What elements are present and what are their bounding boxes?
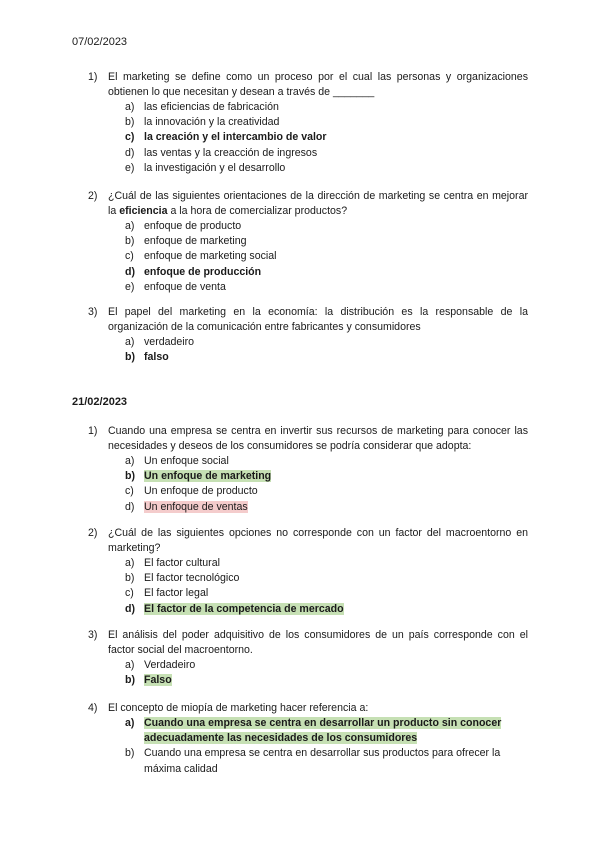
option-letter: e)	[125, 161, 135, 174]
question	[88, 526, 528, 617]
question-text-part: ¿Cuál de las siguientes opciones no corresponde con un factor del macroentorno en marketing?	[108, 527, 528, 554]
question-row	[88, 701, 528, 716]
answer-options	[88, 454, 528, 515]
option-text	[144, 350, 528, 365]
option-text-value: Un enfoque de producto	[144, 485, 258, 498]
question-number: 3)	[88, 629, 98, 641]
option-text-value: enfoque de marketing	[144, 235, 247, 248]
answer-option	[88, 746, 528, 776]
question	[88, 70, 528, 176]
option-text	[144, 586, 528, 601]
option-text-value: enfoque de marketing social	[144, 250, 277, 263]
option-text-value: Falso	[144, 674, 172, 687]
question-text-part: eficiencia	[119, 205, 168, 217]
answer-options	[88, 556, 528, 617]
answer-option	[88, 130, 528, 145]
option-letter: a)	[125, 101, 135, 113]
option-text-value: las ventas y la creacción de ingresos	[144, 146, 318, 159]
option-text	[144, 335, 528, 350]
option-text-value: verdadeiro	[144, 336, 195, 348]
option-letter: d)	[125, 146, 135, 159]
option-letter: b)	[125, 572, 135, 585]
option-text-value: enfoque de producción	[144, 265, 262, 278]
option-letter: a)	[125, 659, 135, 671]
option-letter: a)	[125, 455, 135, 467]
option-letter: b)	[125, 235, 135, 248]
answer-options	[88, 716, 528, 777]
option-letter: a)	[125, 336, 135, 348]
question-row	[88, 70, 528, 100]
answer-option	[88, 280, 528, 295]
option-letter: b)	[125, 470, 135, 483]
question-text-part: a la hora de comercializar productos?	[167, 205, 348, 217]
option-text-value: El factor legal	[144, 587, 209, 600]
question-number: 1)	[88, 425, 98, 437]
option-letter: e)	[125, 280, 135, 293]
option-text	[144, 115, 528, 130]
question	[88, 628, 528, 688]
option-text	[144, 746, 528, 776]
option-text-value: la innovación y la creatividad	[144, 116, 280, 129]
question-text	[108, 305, 528, 335]
answer-option	[88, 219, 528, 234]
option-letter: c)	[125, 587, 134, 600]
answer-options	[88, 100, 528, 176]
section-date: 21/02/2023	[72, 396, 128, 408]
option-text-value: enfoque de producto	[144, 220, 242, 232]
answer-option	[88, 716, 528, 746]
question-text-part: Cuando una empresa se centra en invertir sus recursos de marketing para conocer las necesidades y deseos de los consumidores se podría considerar que adopta:	[108, 425, 528, 452]
question	[88, 189, 528, 295]
option-text	[144, 265, 528, 280]
option-text	[144, 571, 528, 586]
answer-option	[88, 571, 528, 586]
answer-option	[88, 484, 528, 499]
option-text	[144, 556, 528, 571]
option-text	[144, 219, 528, 234]
answer-option	[88, 454, 528, 469]
option-text-value: Un enfoque social	[144, 455, 229, 467]
answer-option	[88, 350, 528, 365]
option-letter: d)	[125, 602, 135, 615]
question-text-part: El marketing se define como un proceso por el cual las personas y organizaciones obtienen lo que necesitan y desean a través de _______	[108, 71, 528, 98]
option-text-value: la creación y el intercambio de valor	[144, 131, 327, 144]
option-text-value: la investigación y el desarrollo	[144, 161, 286, 174]
option-text	[144, 716, 528, 746]
option-text	[144, 673, 528, 688]
question	[88, 305, 528, 365]
answer-option	[88, 265, 528, 280]
question	[88, 701, 528, 777]
option-text	[144, 130, 528, 145]
option-text-value: Cuando una empresa se centra en desarrollar sus productos para ofrecer la máxima calidad	[144, 747, 501, 775]
question-number: 1)	[88, 71, 98, 83]
option-text	[144, 454, 528, 469]
option-letter: b)	[125, 747, 135, 760]
option-text	[144, 500, 528, 515]
answer-option	[88, 115, 528, 130]
option-letter: c)	[125, 485, 134, 498]
option-text-value: Un enfoque de ventas	[144, 500, 248, 513]
option-letter: d)	[125, 500, 135, 513]
answer-option	[88, 586, 528, 601]
option-text	[144, 602, 528, 617]
answer-option	[88, 146, 528, 161]
question-row	[88, 526, 528, 556]
option-text	[144, 146, 528, 161]
question-number: 3)	[88, 306, 98, 318]
option-text	[144, 234, 528, 249]
option-text-value: Un enfoque de marketing	[144, 470, 272, 483]
option-text-value: El factor tecnológico	[144, 572, 240, 585]
option-letter: b)	[125, 116, 135, 129]
answer-options	[88, 335, 528, 365]
option-text	[144, 484, 528, 499]
option-text-value: Cuando una empresa se centra en desarrollar un producto sin conocer adecuadamente las necesidades de los consumidores	[144, 717, 502, 745]
question-text	[108, 424, 528, 454]
option-text-value: falso	[144, 351, 169, 364]
answer-option	[88, 556, 528, 571]
question-number: 2)	[88, 190, 98, 202]
option-text-value: Verdadeiro	[144, 659, 196, 671]
option-text-value: las eficiencias de fabricación	[144, 101, 279, 113]
answer-option	[88, 335, 528, 350]
option-text	[144, 100, 528, 115]
option-letter: d)	[125, 265, 135, 278]
answer-option	[88, 602, 528, 617]
option-letter: b)	[125, 674, 135, 687]
option-text-value: El factor cultural	[144, 557, 220, 569]
question-row	[88, 424, 528, 454]
option-text	[144, 249, 528, 264]
question-row	[88, 305, 528, 335]
question-row	[88, 628, 528, 658]
question-text-part: ¿Cuál de las siguientes orientaciones de la dirección de marketing se centra en mejorar la	[108, 190, 528, 217]
answer-option	[88, 100, 528, 115]
answer-options	[88, 658, 528, 688]
answer-option	[88, 249, 528, 264]
question-text	[108, 70, 528, 100]
option-letter: c)	[125, 131, 135, 144]
answer-option	[88, 658, 528, 673]
section-date: 07/02/2023	[72, 36, 128, 48]
answer-option	[88, 673, 528, 688]
answer-option	[88, 469, 528, 484]
answer-option	[88, 234, 528, 249]
question-text-part: El concepto de miopía de marketing hacer referencia a:	[108, 702, 369, 714]
option-letter: a)	[125, 557, 135, 569]
option-letter: b)	[125, 351, 135, 364]
option-text-value: El factor de la competencia de mercado	[144, 602, 344, 615]
question	[88, 424, 528, 515]
answer-option	[88, 161, 528, 176]
question-number: 2)	[88, 527, 98, 539]
question-text	[108, 628, 528, 658]
option-letter: c)	[125, 250, 134, 263]
option-text-value: enfoque de venta	[144, 280, 226, 293]
question-row	[88, 189, 528, 219]
question-number: 4)	[88, 702, 98, 714]
question-text-part: El análisis del poder adquisitivo de los consumidores de un país corresponde con el factor social del macroentorno.	[108, 629, 528, 656]
answer-option	[88, 500, 528, 515]
question-text	[108, 701, 528, 716]
question-text-part: El papel del marketing en la economía: la distribución es la responsable de la organización de la comunicación entre fabricantes y consumidores	[108, 306, 528, 333]
option-text	[144, 469, 528, 484]
option-text	[144, 161, 528, 176]
question-text	[108, 189, 528, 219]
option-letter: a)	[125, 220, 135, 232]
question-text	[108, 526, 528, 556]
option-text	[144, 280, 528, 295]
option-text	[144, 658, 528, 673]
option-letter: a)	[125, 717, 135, 729]
answer-options	[88, 219, 528, 295]
